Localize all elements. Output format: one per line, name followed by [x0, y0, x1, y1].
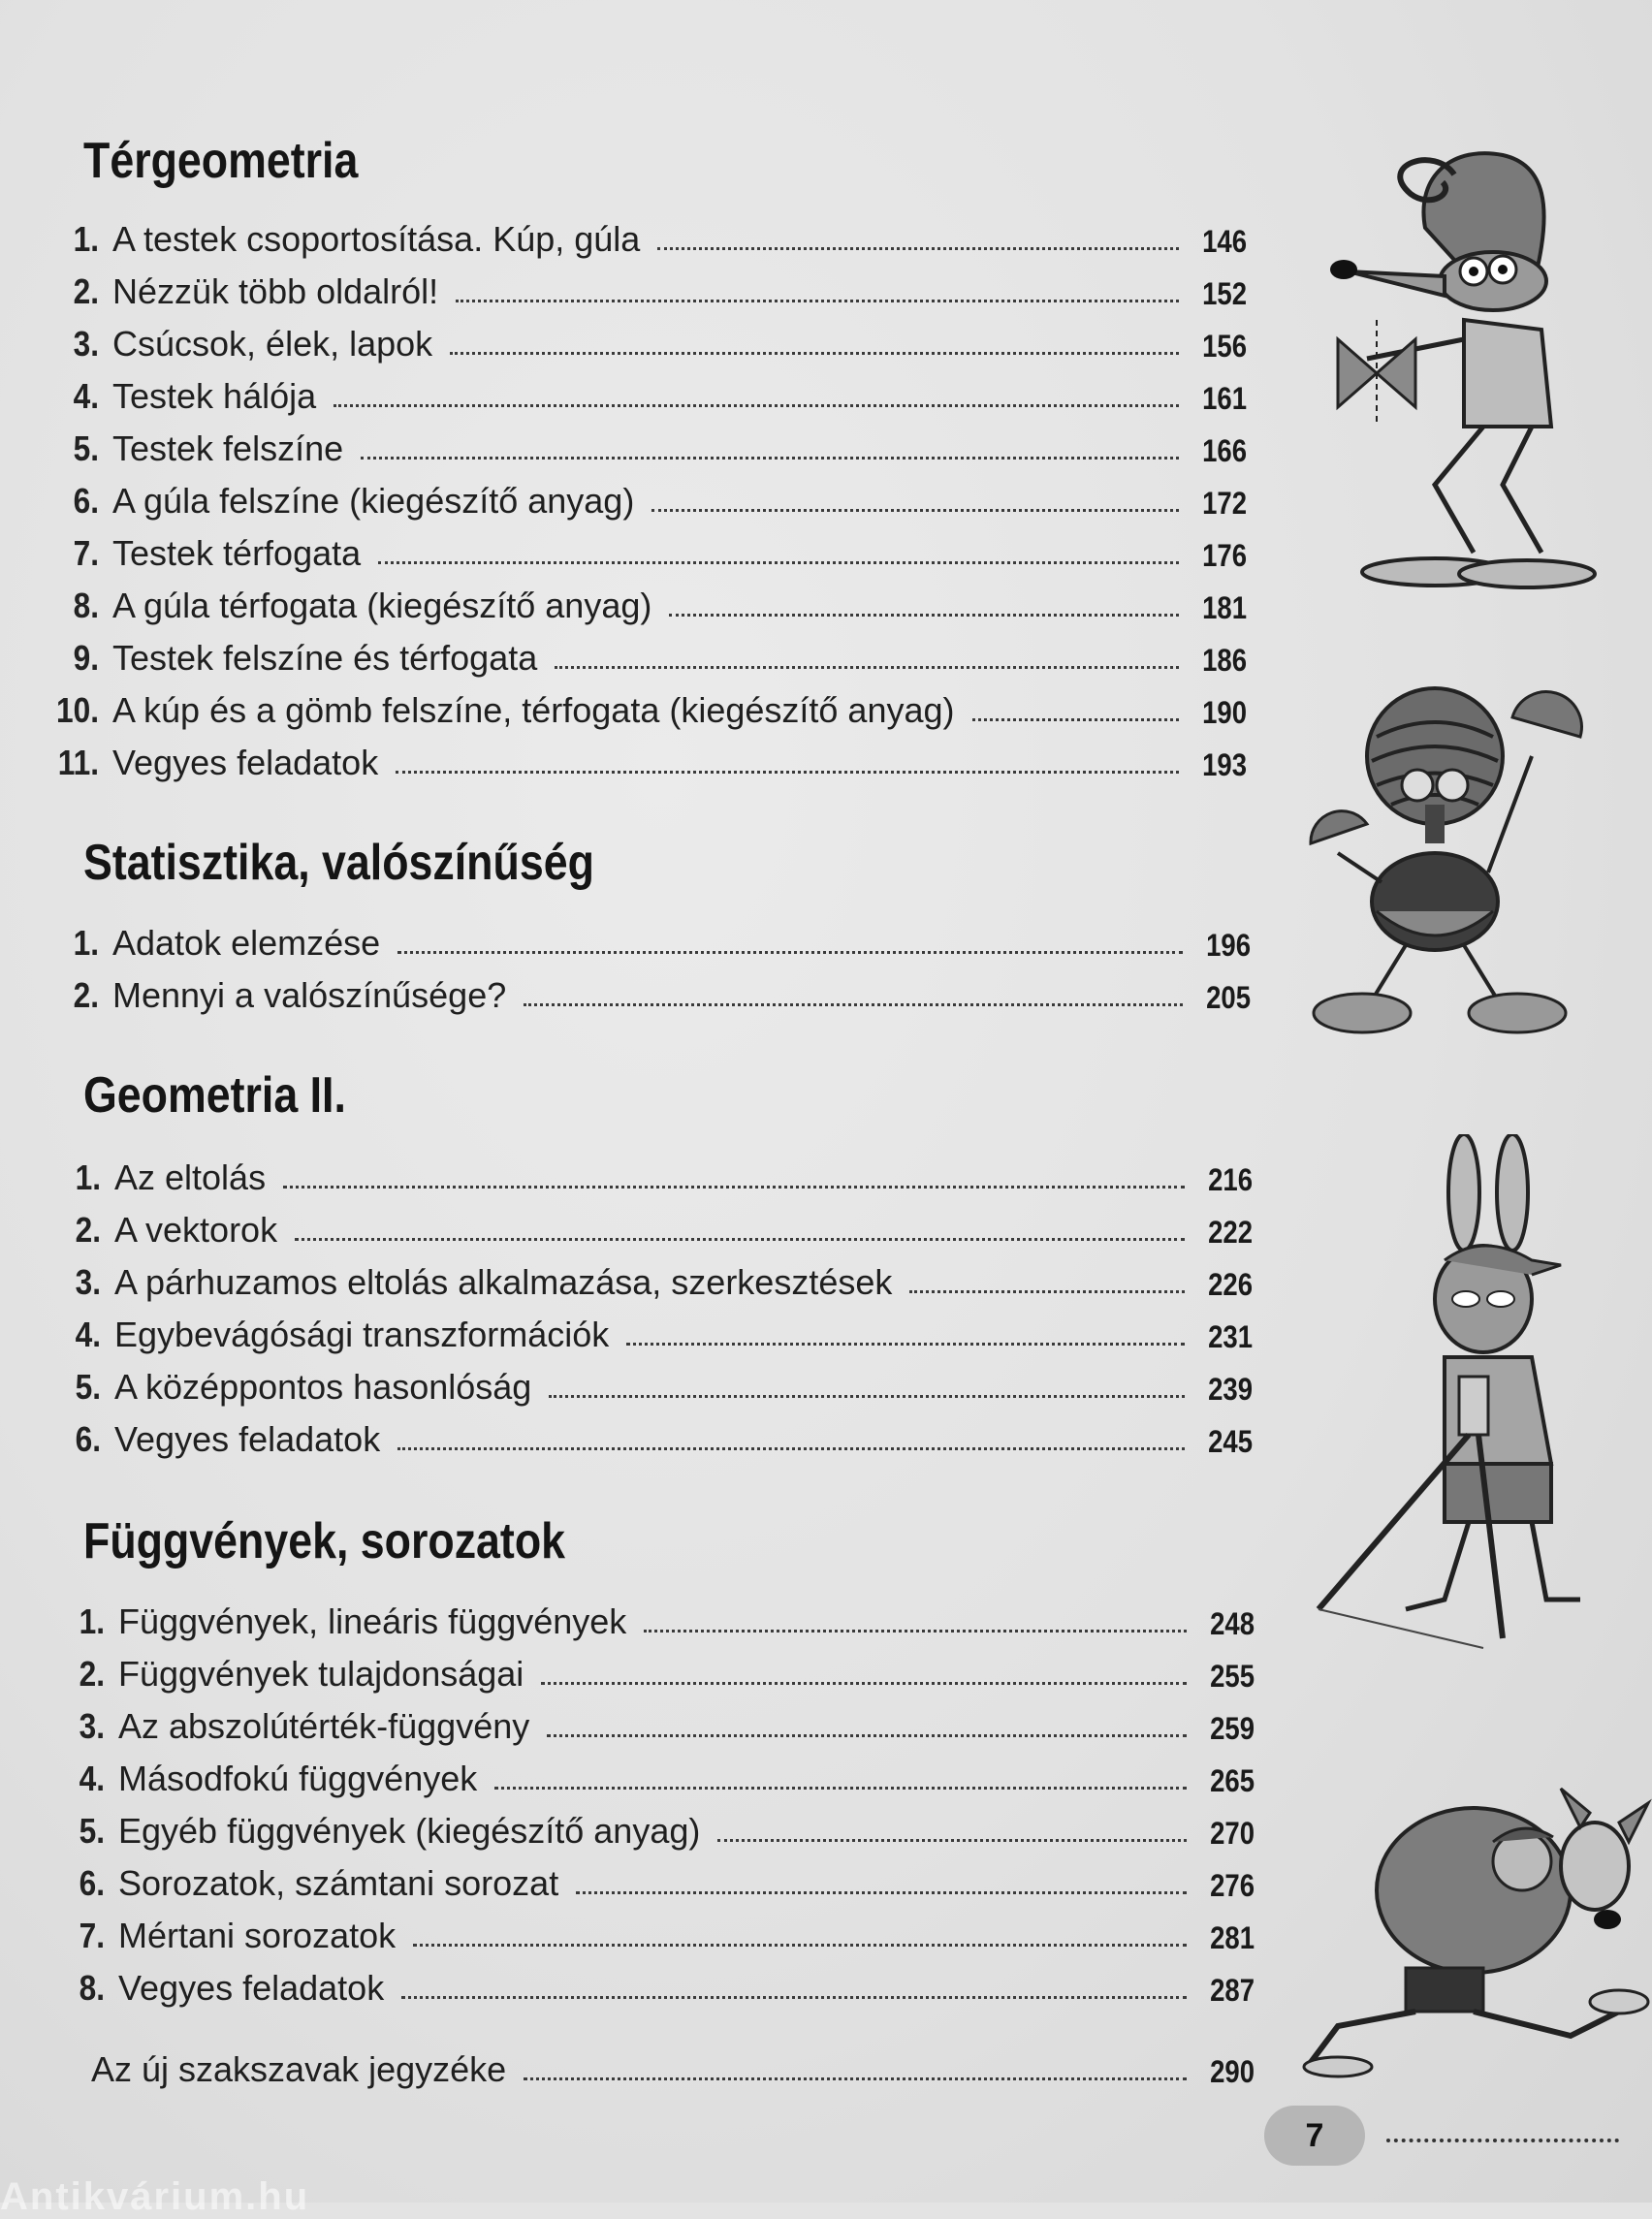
- leader-dots: [283, 1186, 1185, 1189]
- entry-page: 205: [1206, 980, 1251, 1015]
- toc-entry[interactable]: [47, 1305, 1253, 1355]
- leader-dots: [576, 1891, 1187, 1894]
- entry-number: 5.: [75, 1367, 101, 1407]
- leader-dots: [378, 561, 1179, 564]
- toc-entry[interactable]: [45, 733, 1247, 783]
- leader-dots: [295, 1238, 1185, 1241]
- leader-dots: [396, 771, 1179, 774]
- entry-page: 152: [1202, 276, 1247, 311]
- entry-page: 259: [1210, 1711, 1255, 1746]
- entry-page: 255: [1210, 1659, 1255, 1694]
- entry-title: A párhuzamos eltolás alkalmazása, szerkesztések: [114, 1262, 893, 1302]
- toc-entry[interactable]: [45, 314, 1247, 365]
- entry-title: Vegyes feladatok: [114, 1419, 381, 1459]
- leader-dots: [361, 457, 1179, 460]
- leader-dots: [972, 718, 1180, 721]
- leader-dots: [549, 1395, 1185, 1398]
- entry-number: 5.: [79, 1811, 105, 1851]
- toc-entry[interactable]: [47, 1410, 1253, 1460]
- toc-entry[interactable]: [45, 209, 1247, 260]
- toc-entry[interactable]: [45, 419, 1247, 469]
- leader-dots: [334, 404, 1179, 407]
- leader-dots: [401, 1996, 1187, 1999]
- entry-title: Függvények tulajdonságai: [118, 1654, 524, 1694]
- leader-dots: [524, 1003, 1183, 1006]
- toc-entry[interactable]: [45, 262, 1247, 312]
- entry-number: 1.: [79, 1601, 105, 1641]
- entry-number: 1.: [73, 219, 99, 259]
- glossary-title: Az új szakszavak jegyzéke: [91, 2049, 507, 2089]
- section-title-fuggvenyek: Függvények, sorozatok: [83, 1513, 566, 1569]
- entry-title: Függvények, lineáris függvények: [118, 1601, 627, 1641]
- entry-page: 181: [1202, 590, 1247, 625]
- entry-title: A vektorok: [114, 1210, 278, 1250]
- entry-title: Testek hálója: [112, 376, 317, 416]
- entry-title: Testek felszíne: [112, 428, 344, 468]
- entry-title: Testek térfogata: [112, 533, 362, 573]
- entry-number: 4.: [79, 1759, 105, 1798]
- entry-number: 3.: [79, 1706, 105, 1746]
- entry-number: 11.: [57, 743, 99, 782]
- entry-page: 276: [1210, 1868, 1255, 1903]
- entry-title: Adatok elemzése: [112, 923, 381, 963]
- toc-entry[interactable]: [50, 1906, 1255, 1956]
- entry-number: 9.: [73, 638, 99, 678]
- entry-title: A gúla felszíne (kiegészítő anyag): [112, 481, 635, 521]
- leader-dots: [397, 951, 1183, 954]
- entry-number: 1.: [73, 923, 99, 963]
- entry-number: 4.: [75, 1315, 101, 1354]
- page-number-badge: 7: [1264, 2106, 1365, 2166]
- section-title-statisztika: Statisztika, valószínűség: [83, 835, 594, 891]
- entry-number: 7.: [79, 1916, 105, 1955]
- footer-dots: [1386, 2139, 1619, 2142]
- leader-dots: [644, 1630, 1187, 1633]
- toc-entry[interactable]: [47, 1357, 1253, 1408]
- entry-title: A testek csoportosítása. Kúp, gúla: [112, 219, 641, 259]
- toc-entry[interactable]: [45, 366, 1247, 417]
- toc-entry[interactable]: [50, 1958, 1255, 2009]
- entry-number: 6.: [79, 1863, 105, 1903]
- leader-dots: [717, 1839, 1187, 1842]
- entry-title: Mennyi a valószínűsége?: [112, 975, 507, 1015]
- toc-entry[interactable]: [50, 1644, 1255, 1695]
- entry-page: 222: [1208, 1215, 1253, 1250]
- leader-dots: [669, 614, 1179, 617]
- entry-page: 226: [1208, 1267, 1253, 1302]
- rabbit-compass-illustration: [1299, 1134, 1609, 1696]
- toc-entry[interactable]: [45, 681, 1247, 731]
- toc-entry[interactable]: [50, 1592, 1255, 1642]
- toc-entry[interactable]: [45, 913, 1251, 964]
- toc-entry[interactable]: [47, 1148, 1253, 1198]
- entry-title: Mértani sorozatok: [118, 1916, 397, 1955]
- entry-page: 245: [1208, 1424, 1253, 1459]
- leader-dots: [657, 247, 1179, 250]
- leader-dots: [626, 1343, 1185, 1346]
- mouse-character-illustration: [1318, 136, 1609, 601]
- entry-number: 8.: [73, 586, 99, 625]
- leader-dots: [450, 352, 1179, 355]
- toc-entry[interactable]: [50, 1854, 1255, 1904]
- entry-number: 2.: [73, 271, 99, 311]
- entry-page: 231: [1208, 1319, 1253, 1354]
- entry-title: Testek felszíne és térfogata: [112, 638, 538, 678]
- entry-number: 4.: [73, 376, 99, 416]
- glossary-page: 290: [1210, 2054, 1255, 2089]
- entry-number: 3.: [73, 324, 99, 364]
- entry-title: Egyéb függvények (kiegészítő anyag): [118, 1811, 701, 1851]
- entry-title: Vegyes feladatok: [118, 1968, 385, 2008]
- boy-with-dog-illustration: [1299, 1784, 1652, 2084]
- entry-number: 2.: [79, 1654, 105, 1694]
- entry-number: 2.: [73, 975, 99, 1015]
- leader-dots: [555, 666, 1179, 669]
- toc-entry[interactable]: [45, 628, 1247, 679]
- entry-number: 10.: [55, 690, 99, 730]
- toc-entry[interactable]: [50, 1801, 1255, 1852]
- leader-dots: [651, 509, 1179, 512]
- leader-dots: [413, 1944, 1187, 1947]
- entry-page: 270: [1210, 1816, 1255, 1851]
- entry-number: 6.: [73, 481, 99, 521]
- entry-title: Nézzük több oldalról!: [112, 271, 439, 311]
- toc-entry[interactable]: [50, 1696, 1255, 1747]
- entry-number: 5.: [73, 428, 99, 468]
- entry-title: A kúp és a gömb felszíne, térfogata (kiegészítő anyag): [112, 690, 955, 730]
- entry-title: Másodfokú függvények: [118, 1759, 478, 1798]
- entry-page: 161: [1202, 381, 1247, 416]
- entry-number: 8.: [79, 1968, 105, 2008]
- leader-dots: [524, 2077, 1187, 2080]
- entry-page: 239: [1208, 1372, 1253, 1407]
- entry-page: 287: [1210, 1973, 1255, 2008]
- pinecone-character-illustration: [1309, 679, 1600, 1047]
- entry-title: A gúla térfogata (kiegészítő anyag): [112, 586, 652, 625]
- entry-page: 156: [1202, 329, 1247, 364]
- toc-entry[interactable]: [45, 966, 1251, 1016]
- entry-page: 265: [1210, 1763, 1255, 1798]
- watermark: Antikvárium.hu: [0, 2175, 310, 2218]
- entry-title: Egybevágósági transzformációk: [114, 1315, 610, 1354]
- entry-page: 190: [1202, 695, 1247, 730]
- entry-title: Sorozatok, számtani sorozat: [118, 1863, 559, 1903]
- entry-title: Csúcsok, élek, lapok: [112, 324, 433, 364]
- toc-entry[interactable]: [47, 1252, 1253, 1303]
- entry-page: 216: [1208, 1162, 1253, 1197]
- leader-dots: [541, 1682, 1187, 1685]
- toc-entry[interactable]: [45, 576, 1247, 626]
- entry-title: A középpontos hasonlóság: [114, 1367, 532, 1407]
- entry-page: 186: [1202, 643, 1247, 678]
- entry-number: 7.: [73, 533, 99, 573]
- entry-number: 1.: [75, 1157, 101, 1197]
- entry-number: 6.: [75, 1419, 101, 1459]
- glossary-entry[interactable]: [91, 2040, 1255, 2090]
- section-title-geometria-ii: Geometria II.: [83, 1067, 346, 1124]
- toc-entry[interactable]: [45, 523, 1247, 574]
- entry-title: Az abszolútérték-függvény: [118, 1706, 530, 1746]
- leader-dots: [494, 1787, 1187, 1790]
- entry-page: 176: [1202, 538, 1247, 573]
- leader-dots: [547, 1734, 1187, 1737]
- entry-page: 196: [1206, 928, 1251, 963]
- entry-page: 281: [1210, 1920, 1255, 1955]
- leader-dots: [456, 300, 1179, 302]
- toc-entry[interactable]: [45, 471, 1247, 522]
- entry-page: 172: [1202, 486, 1247, 521]
- entry-page: 146: [1202, 224, 1247, 259]
- toc-entry[interactable]: [47, 1200, 1253, 1251]
- entry-page: 193: [1202, 747, 1247, 782]
- toc-entry[interactable]: [50, 1749, 1255, 1799]
- entry-page: 248: [1210, 1606, 1255, 1641]
- leader-dots: [397, 1447, 1185, 1450]
- entry-page: 166: [1202, 433, 1247, 468]
- entry-title: Vegyes feladatok: [112, 743, 379, 782]
- entry-number: 2.: [75, 1210, 101, 1250]
- section-title-tergeometria: Térgeometria: [83, 133, 359, 189]
- entry-number: 3.: [75, 1262, 101, 1302]
- leader-dots: [909, 1290, 1185, 1293]
- entry-title: Az eltolás: [114, 1157, 267, 1197]
